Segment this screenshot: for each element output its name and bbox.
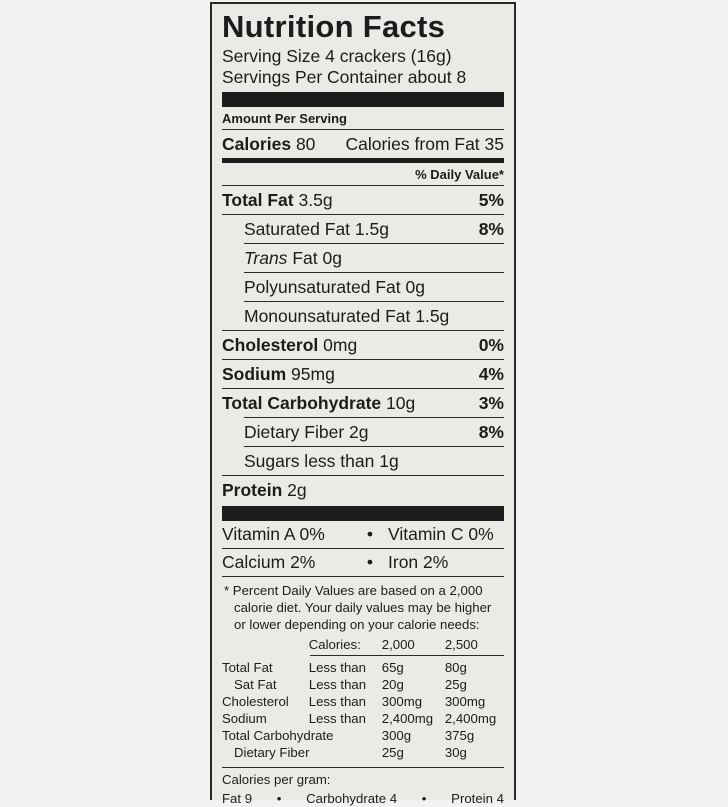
table-row: Sodium Less than 2,400mg 2,400mg: [222, 711, 497, 726]
calories-row: [222, 130, 504, 158]
thick-divider: [222, 506, 504, 521]
table-row: Dietary Fiber 25g 30g: [234, 745, 467, 760]
table-row: Total Fat Less than 65g 80g: [222, 660, 467, 675]
footnote: * Percent Daily Values are based on a 2,000 calorie diet. Your daily values may be higher or lower depending on your calorie needs:: [224, 583, 492, 632]
daily-value-header: % Daily Value*: [415, 166, 504, 182]
table-row: Sat Fat Less than 20g 25g: [234, 677, 467, 692]
servings-per-container: Servings Per Container about 8: [222, 67, 467, 87]
nutrient-row-trans-fat: Trans Fat 0g: [244, 247, 342, 268]
nutrition-label: [210, 2, 516, 806]
bullet: •: [366, 524, 374, 544]
amount-per-serving: Amount Per Serving: [222, 110, 347, 126]
nutrient-row-dietary-fiber: Dietary Fiber 2g 8%: [244, 421, 504, 442]
vitamin-row: Vitamin A 0% • Vitamin C 0%: [222, 524, 494, 544]
serving-size: Serving Size 4 crackers (16g): [222, 46, 452, 66]
nutrient-row-saturated-fat: Saturated Fat 1.5g 8%: [244, 218, 504, 239]
calories-value: 80: [295, 133, 316, 154]
table-header-row: Calories: 2,000 2,500: [308, 637, 478, 652]
nutrient-row-protein: Protein 2g: [222, 479, 307, 500]
vitamin-row: Calcium 2% • Iron 2%: [222, 552, 449, 572]
nutrient-row-monounsaturated-fat: Monounsaturated Fat 1.5g: [244, 305, 450, 326]
bullet: •: [276, 791, 282, 806]
nutrient-row-total-fat: Total Fat 3.5g 5%: [222, 189, 504, 210]
daily-value-table: [222, 636, 504, 761]
calories-label: Calories: [222, 133, 292, 154]
thick-divider: [222, 92, 504, 107]
calories-from-fat: Calories from Fat 35: [345, 133, 504, 154]
bullet: •: [366, 552, 374, 572]
table-row: Cholesterol Less than 300mg 300mg: [222, 694, 486, 709]
calories-per-gram-label: Calories per gram:: [222, 772, 331, 787]
nutrient-row-polyunsaturated-fat: Polyunsaturated Fat 0g: [244, 276, 425, 297]
bullet: •: [421, 791, 427, 806]
nutrient-row-total-carbohydrate: Total Carbohydrate 10g 3%: [222, 392, 504, 413]
nutrient-row-cholesterol: Cholesterol 0mg 0%: [222, 334, 504, 355]
nutrient-row-sugars: Sugars less than 1g: [244, 450, 399, 471]
table-row: Total Carbohydrate 300g 375g: [222, 728, 475, 743]
nutrient-row-sodium: Sodium 95mg 4%: [222, 363, 504, 384]
calories-per-gram-row: Fat 9 • Carbohydrate 4 • Protein 4: [222, 791, 504, 806]
label-title: Nutrition Facts: [222, 9, 446, 44]
